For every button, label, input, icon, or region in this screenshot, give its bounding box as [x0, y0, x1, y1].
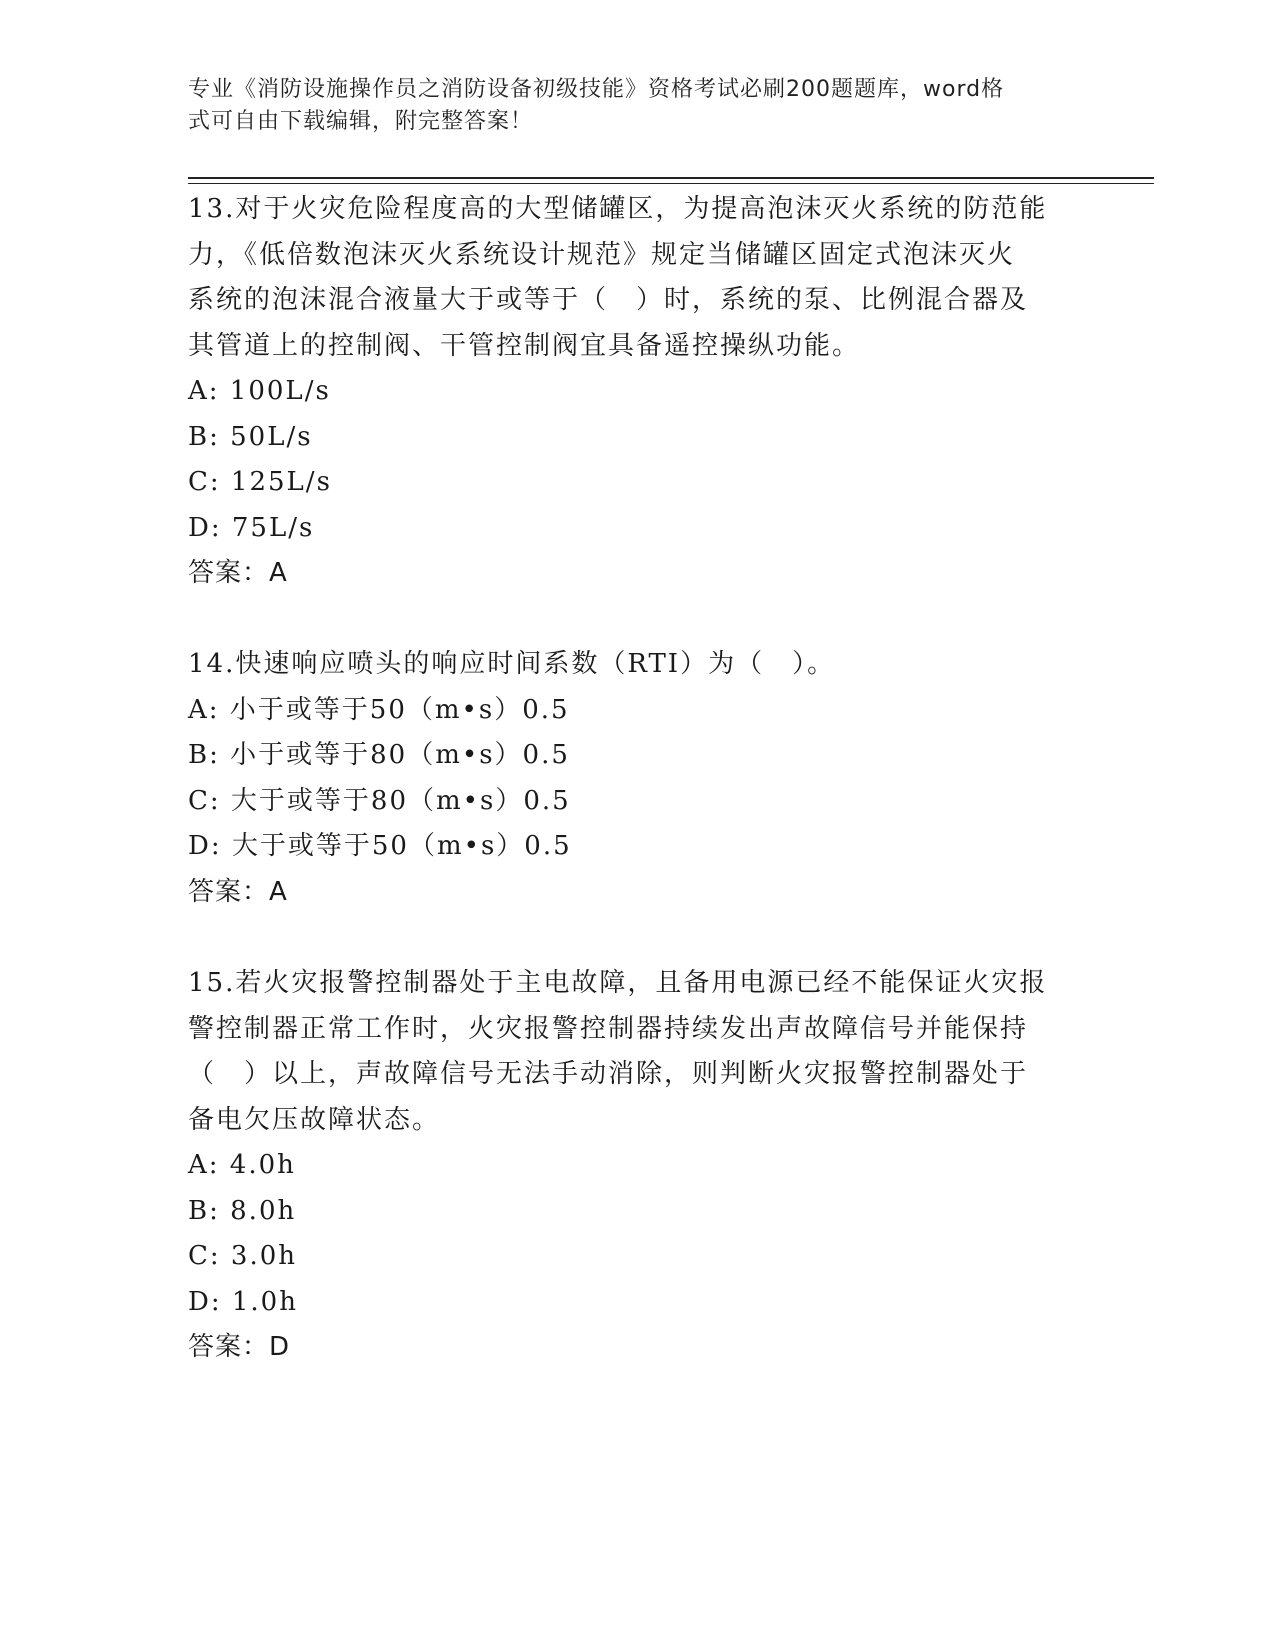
question-14 [188, 642, 1088, 915]
question-15 [188, 961, 1088, 1371]
header-line: 专业《消防设施操作员之消防设备初级技能》资格考试必刷200题题库，word格 [188, 77, 1005, 102]
option-b: B: 小于或等于80（m•s）0.5 [188, 740, 570, 770]
option-b: B: 50L/s [188, 421, 313, 452]
answer-line: 答案：A [188, 876, 288, 907]
option-a: A: 100L/s [188, 376, 331, 406]
answer-line: 答案：D [188, 1332, 291, 1362]
question-stem-line: 备电欠压故障状态。 [188, 1104, 441, 1135]
header-divider-thick [188, 177, 1154, 179]
option-c: C: 3.0h [188, 1241, 298, 1271]
question-stem-line: （ ）以上，声故障信号无法手动消除，则判断火灾报警控制器处于 [188, 1059, 1029, 1089]
question-13 [188, 187, 1088, 597]
option-d: D: 75L/s [188, 512, 315, 543]
option-a: A: 4.0h [188, 1150, 296, 1180]
option-d: D: 大于或等于50（m•s）0.5 [188, 831, 572, 861]
question-stem-line: 14.快速响应喷头的响应时间系数（RTI）为（ ）。 [188, 649, 836, 679]
header-line: 式可自由下载编辑，附完整答案！ [188, 109, 534, 134]
question-stem-line: 力，《低倍数泡沫灭火系统设计规范》规定当储罐区固定式泡沫灭火 [188, 239, 1016, 270]
header-divider-thin [188, 183, 1154, 184]
question-stem-line: 13.对于火灾危险程度高的大型储罐区，为提高泡沫灭火系统的防范能 [188, 194, 1048, 224]
question-stem-line: 系统的泡沫混合液量大于或等于（ ）时，系统的泵、比例混合器及 [188, 285, 1029, 315]
answer-line: 答案：A [188, 558, 288, 588]
option-d: D: 1.0h [188, 1286, 298, 1317]
document-header [188, 74, 1068, 138]
option-c: C: 125L/s [188, 467, 332, 497]
question-stem-line: 警控制器正常工作时，火灾报警控制器持续发出声故障信号并能保持 [188, 1013, 1029, 1044]
option-b: B: 8.0h [188, 1195, 297, 1226]
option-c: C: 大于或等于80（m•s）0.5 [188, 785, 571, 816]
question-stem-line: 15.若火灾报警控制器处于主电故障，且备用电源已经不能保证火灾报 [188, 968, 1048, 998]
option-a: A: 小于或等于50（m•s）0.5 [188, 694, 570, 725]
question-stem-line: 其管道上的控制阀、干管控制阀宜具备遥控操纵功能。 [188, 330, 861, 361]
